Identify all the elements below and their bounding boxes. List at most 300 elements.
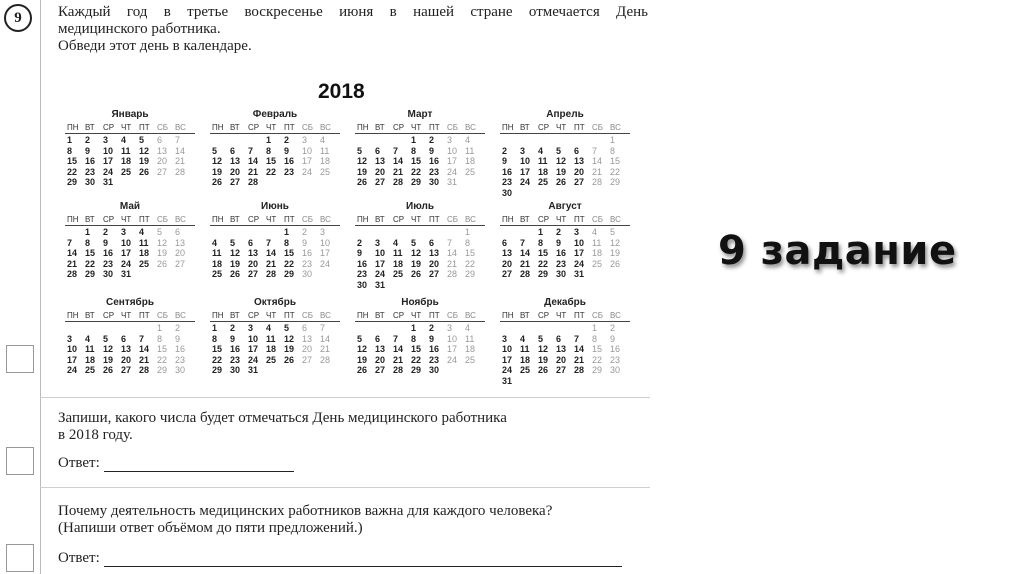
calendar-day[interactable]: 31 [121, 269, 132, 279]
calendar-day[interactable]: 30 [103, 269, 114, 279]
calendar-day[interactable]: 2 [175, 323, 181, 333]
calendar-day[interactable]: 13 [157, 145, 168, 156]
calendar-day[interactable]: 4 [538, 145, 544, 156]
calendar-day[interactable]: 11 [592, 237, 602, 248]
calendar-day[interactable]: 22 [67, 166, 78, 177]
calendar-day[interactable]: 19 [411, 258, 422, 269]
calendar-day[interactable]: 7 [592, 145, 598, 156]
calendar-day[interactable]: 27 [375, 365, 386, 375]
calendar-day[interactable]: 12 [556, 156, 567, 166]
calendar-day[interactable]: 27 [175, 258, 186, 269]
calendar-day[interactable]: 12 [610, 237, 621, 248]
calendar-day[interactable]: 20 [175, 248, 186, 258]
calendar-day[interactable]: 13 [429, 248, 440, 258]
calendar-day[interactable]: 14 [248, 156, 259, 166]
calendar-day[interactable]: 28 [266, 269, 277, 279]
calendar-day[interactable]: 9 [357, 248, 363, 258]
calendar-day[interactable]: 27 [248, 269, 259, 279]
calendar-day[interactable]: 12 [157, 237, 168, 248]
calendar-day[interactable]: 18 [212, 258, 223, 269]
calendar-day[interactable]: 16 [302, 248, 313, 258]
calendar-day[interactable]: 3 [574, 227, 580, 237]
calendar-day[interactable]: 21 [520, 258, 531, 269]
calendar-day[interactable]: 6 [302, 323, 308, 333]
calendar-day[interactable]: 14 [67, 248, 78, 258]
calendar-day[interactable]: 24 [320, 258, 331, 269]
calendar-day[interactable]: 20 [556, 354, 567, 365]
calendar-day[interactable]: 14 [520, 248, 531, 258]
calendar-day[interactable]: 21 [393, 166, 404, 177]
calendar-day[interactable]: 1 [411, 323, 417, 333]
calendar-day[interactable]: 31 [447, 177, 458, 187]
answer-input-line[interactable] [104, 456, 294, 472]
calendar-day[interactable]: 16 [230, 344, 241, 354]
calendar-day[interactable]: 8 [465, 237, 471, 248]
calendar-day[interactable]: 6 [574, 145, 580, 156]
calendar-day[interactable]: 24 [248, 354, 259, 365]
calendar-day[interactable]: 10 [320, 237, 331, 248]
calendar-day[interactable]: 29 [411, 365, 422, 375]
calendar-day[interactable]: 14 [447, 248, 458, 258]
calendar-day[interactable]: 6 [175, 227, 181, 237]
calendar-day[interactable]: 15 [411, 344, 422, 354]
calendar-day[interactable]: 19 [284, 344, 295, 354]
calendar-day[interactable]: 19 [212, 166, 223, 177]
calendar-day[interactable]: 1 [266, 135, 272, 145]
calendar-day[interactable]: 3 [67, 333, 73, 344]
calendar-day[interactable]: 3 [248, 323, 254, 333]
calendar-day[interactable]: 11 [139, 237, 149, 248]
calendar-day[interactable]: 20 [574, 166, 585, 177]
calendar-day[interactable]: 2 [230, 323, 236, 333]
calendar-day[interactable]: 21 [67, 258, 78, 269]
calendar-day[interactable]: 5 [610, 227, 616, 237]
calendar-day[interactable]: 8 [284, 237, 290, 248]
answer-input-line[interactable] [104, 551, 622, 567]
calendar-day[interactable]: 23 [85, 166, 96, 177]
calendar-day[interactable]: 13 [502, 248, 513, 258]
calendar-day[interactable]: 29 [212, 365, 223, 375]
calendar-day[interactable]: 16 [175, 344, 186, 354]
calendar-day[interactable]: 1 [538, 227, 544, 237]
calendar-day[interactable]: 1 [67, 135, 73, 145]
calendar-day[interactable]: 2 [302, 227, 308, 237]
calendar-day[interactable]: 17 [67, 354, 78, 365]
calendar-day[interactable]: 4 [592, 227, 598, 237]
calendar-day[interactable]: 6 [157, 135, 163, 145]
calendar-day[interactable]: 10 [248, 333, 259, 344]
calendar-day[interactable]: 22 [610, 166, 621, 177]
calendar-day[interactable]: 17 [520, 166, 531, 177]
calendar-day[interactable]: 31 [375, 279, 386, 290]
calendar-day[interactable]: 15 [67, 156, 78, 166]
calendar-day[interactable]: 26 [103, 365, 114, 375]
calendar-day[interactable]: 27 [556, 365, 567, 375]
calendar-day[interactable]: 13 [375, 344, 386, 354]
calendar-day[interactable]: 23 [610, 354, 621, 365]
calendar-day[interactable]: 20 [375, 354, 386, 365]
calendar-day[interactable]: 27 [157, 166, 168, 177]
calendar-day[interactable]: 13 [302, 333, 313, 344]
calendar-day[interactable]: 26 [538, 365, 549, 375]
calendar-day[interactable]: 17 [302, 156, 313, 166]
calendar-day[interactable]: 20 [157, 156, 168, 166]
calendar-day[interactable]: 29 [157, 365, 168, 375]
calendar-day[interactable]: 6 [375, 333, 381, 344]
calendar-day[interactable]: 6 [121, 333, 127, 344]
calendar-day[interactable]: 19 [610, 248, 621, 258]
calendar-day[interactable]: 14 [266, 248, 277, 258]
calendar-day[interactable]: 21 [447, 258, 458, 269]
calendar-day[interactable]: 26 [357, 365, 368, 375]
calendar-day[interactable]: 12 [357, 156, 368, 166]
calendar-day[interactable]: 5 [538, 333, 544, 344]
calendar-day[interactable]: 26 [556, 177, 567, 187]
calendar-day[interactable]: 9 [284, 145, 290, 156]
calendar-day[interactable]: 10 [502, 344, 513, 354]
calendar-day[interactable]: 22 [284, 258, 295, 269]
calendar-day[interactable]: 13 [375, 156, 386, 166]
calendar-day[interactable]: 25 [465, 354, 476, 365]
calendar-day[interactable]: 18 [320, 156, 331, 166]
calendar-day[interactable]: 8 [411, 145, 417, 156]
calendar-day[interactable]: 7 [139, 333, 145, 344]
calendar-day[interactable]: 11 [393, 248, 403, 258]
calendar-day[interactable]: 30 [502, 187, 513, 198]
calendar-day[interactable]: 23 [429, 354, 440, 365]
calendar-day[interactable]: 17 [320, 248, 331, 258]
calendar-day[interactable]: 12 [538, 344, 549, 354]
calendar-day[interactable]: 31 [502, 375, 513, 386]
calendar-day[interactable]: 15 [85, 248, 96, 258]
calendar-day[interactable]: 28 [393, 365, 404, 375]
calendar-day[interactable]: 4 [465, 323, 471, 333]
calendar-day[interactable]: 25 [393, 269, 404, 279]
calendar-day[interactable]: 22 [411, 166, 422, 177]
calendar-day[interactable]: 29 [592, 365, 603, 375]
calendar-day[interactable]: 25 [592, 258, 603, 269]
calendar-day[interactable]: 24 [121, 258, 132, 269]
calendar-day[interactable]: 9 [610, 333, 616, 344]
calendar-day[interactable]: 19 [538, 354, 549, 365]
calendar-day[interactable]: 9 [175, 333, 181, 344]
calendar-day[interactable]: 21 [592, 166, 603, 177]
calendar-day[interactable]: 19 [357, 166, 368, 177]
calendar-day[interactable]: 17 [121, 248, 132, 258]
calendar-day[interactable]: 22 [411, 354, 422, 365]
calendar-day[interactable]: 20 [230, 166, 241, 177]
calendar-day[interactable]: 18 [465, 156, 476, 166]
calendar-day[interactable]: 17 [375, 258, 386, 269]
calendar-day[interactable]: 28 [393, 177, 404, 187]
calendar-day[interactable]: 18 [85, 354, 96, 365]
calendar-day[interactable]: 4 [266, 323, 272, 333]
calendar-day[interactable]: 23 [556, 258, 567, 269]
calendar-day[interactable]: 13 [574, 156, 585, 166]
calendar-day[interactable]: 11 [465, 333, 475, 344]
calendar-day[interactable]: 8 [266, 145, 272, 156]
calendar-day[interactable]: 24 [447, 166, 458, 177]
calendar-day[interactable]: 24 [302, 166, 313, 177]
calendar-day[interactable]: 4 [393, 237, 399, 248]
calendar-day[interactable]: 8 [212, 333, 218, 344]
calendar-day[interactable]: 20 [375, 166, 386, 177]
calendar-day[interactable]: 2 [357, 237, 363, 248]
calendar-day[interactable]: 24 [375, 269, 386, 279]
calendar-day[interactable]: 7 [175, 135, 181, 145]
calendar-day[interactable]: 29 [610, 177, 621, 187]
calendar-day[interactable]: 30 [230, 365, 241, 375]
calendar-day[interactable]: 27 [230, 177, 241, 187]
calendar-day[interactable]: 20 [248, 258, 259, 269]
calendar-day[interactable]: 8 [85, 237, 91, 248]
calendar-day[interactable]: 19 [556, 166, 567, 177]
calendar-day[interactable]: 17 [574, 248, 585, 258]
calendar-day[interactable]: 25 [538, 177, 549, 187]
calendar-day[interactable]: 28 [248, 177, 259, 187]
calendar-day[interactable]: 4 [320, 135, 326, 145]
calendar-day[interactable]: 27 [502, 269, 513, 279]
calendar-day[interactable]: 1 [212, 323, 218, 333]
calendar-day[interactable]: 12 [103, 344, 114, 354]
calendar-day[interactable]: 7 [67, 237, 73, 248]
calendar-day[interactable]: 5 [212, 145, 218, 156]
calendar-day[interactable]: 14 [139, 344, 150, 354]
calendar-day[interactable]: 28 [574, 365, 585, 375]
calendar-day[interactable]: 30 [357, 279, 368, 290]
calendar-day[interactable]: 18 [520, 354, 531, 365]
calendar-day[interactable]: 28 [67, 269, 78, 279]
calendar-day[interactable]: 26 [284, 354, 295, 365]
calendar-day[interactable]: 3 [447, 323, 453, 333]
calendar-day[interactable]: 10 [67, 344, 78, 354]
answer-checkbox[interactable] [6, 544, 34, 572]
calendar-day[interactable]: 2 [429, 135, 435, 145]
calendar-day[interactable]: 18 [121, 156, 132, 166]
calendar-day[interactable]: 12 [139, 145, 150, 156]
calendar-day[interactable]: 15 [212, 344, 223, 354]
calendar-day[interactable]: 2 [502, 145, 508, 156]
calendar-day[interactable]: 10 [447, 145, 458, 156]
calendar-day[interactable]: 25 [320, 166, 331, 177]
calendar-day[interactable]: 10 [121, 237, 132, 248]
calendar-day[interactable]: 3 [502, 333, 508, 344]
calendar-day[interactable]: 4 [85, 333, 91, 344]
calendar-day[interactable]: 14 [592, 156, 603, 166]
calendar-day[interactable]: 17 [248, 344, 259, 354]
calendar-day[interactable]: 7 [266, 237, 272, 248]
calendar-day[interactable]: 23 [502, 177, 513, 187]
calendar-day[interactable]: 22 [85, 258, 96, 269]
calendar-day[interactable]: 30 [85, 177, 96, 187]
calendar-day[interactable]: 18 [538, 166, 549, 177]
calendar-day[interactable]: 20 [302, 344, 313, 354]
calendar-day[interactable]: 30 [429, 365, 440, 375]
calendar-day[interactable]: 26 [357, 177, 368, 187]
calendar-day[interactable]: 10 [520, 156, 531, 166]
calendar-day[interactable]: 30 [610, 365, 621, 375]
calendar-day[interactable]: 26 [230, 269, 241, 279]
calendar-day[interactable]: 22 [212, 354, 223, 365]
calendar-day[interactable]: 19 [103, 354, 114, 365]
calendar-day[interactable]: 3 [520, 145, 526, 156]
calendar-day[interactable]: 4 [212, 237, 218, 248]
calendar-day[interactable]: 12 [284, 333, 295, 344]
calendar-day[interactable]: 30 [556, 269, 567, 279]
calendar-day[interactable]: 27 [375, 177, 386, 187]
calendar-day[interactable]: 31 [574, 269, 585, 279]
calendar-day[interactable]: 5 [411, 237, 417, 248]
calendar-day[interactable]: 16 [429, 344, 440, 354]
calendar-day[interactable]: 7 [574, 333, 580, 344]
calendar-day[interactable]: 26 [212, 177, 223, 187]
calendar-day[interactable]: 13 [556, 344, 567, 354]
calendar-day[interactable]: 28 [447, 269, 458, 279]
calendar-day[interactable]: 26 [139, 166, 150, 177]
calendar-day[interactable]: 20 [121, 354, 132, 365]
calendar-day[interactable]: 9 [556, 237, 562, 248]
calendar-day[interactable]: 6 [502, 237, 508, 248]
calendar-day[interactable]: 5 [556, 145, 562, 156]
calendar-day[interactable]: 21 [266, 258, 277, 269]
calendar-day[interactable]: 1 [610, 135, 616, 145]
calendar-day[interactable]: 24 [103, 166, 114, 177]
calendar-day[interactable]: 21 [393, 354, 404, 365]
calendar-day[interactable]: 1 [157, 323, 163, 333]
calendar-day[interactable]: 25 [85, 365, 96, 375]
calendar-day[interactable]: 6 [556, 333, 562, 344]
calendar-day[interactable]: 3 [447, 135, 453, 145]
calendar-day[interactable]: 14 [393, 156, 404, 166]
calendar-day[interactable]: 16 [284, 156, 295, 166]
calendar-day[interactable]: 25 [212, 269, 223, 279]
calendar-day[interactable]: 15 [465, 248, 476, 258]
calendar-day[interactable]: 11 [538, 156, 548, 166]
calendar-day[interactable]: 9 [230, 333, 236, 344]
calendar-day[interactable]: 30 [175, 365, 186, 375]
answer-checkbox[interactable] [6, 447, 34, 475]
calendar-day[interactable]: 27 [121, 365, 132, 375]
calendar-day[interactable]: 31 [248, 365, 259, 375]
calendar-day[interactable]: 11 [266, 333, 276, 344]
calendar-day[interactable]: 10 [574, 237, 585, 248]
calendar-day[interactable]: 26 [610, 258, 621, 269]
calendar-day[interactable]: 16 [103, 248, 114, 258]
calendar-day[interactable]: 30 [429, 177, 440, 187]
calendar-day[interactable]: 13 [230, 156, 241, 166]
calendar-day[interactable]: 9 [85, 145, 91, 156]
calendar-day[interactable]: 16 [429, 156, 440, 166]
calendar-day[interactable]: 1 [465, 227, 471, 237]
calendar-day[interactable]: 10 [302, 145, 313, 156]
calendar-day[interactable]: 28 [320, 354, 331, 365]
calendar-day[interactable]: 25 [520, 365, 531, 375]
calendar-day[interactable]: 10 [375, 248, 386, 258]
calendar-day[interactable]: 22 [465, 258, 476, 269]
calendar-day[interactable]: 9 [429, 145, 435, 156]
calendar-day[interactable]: 11 [320, 145, 330, 156]
calendar-day[interactable]: 15 [538, 248, 549, 258]
calendar-day[interactable]: 12 [212, 156, 223, 166]
calendar-day[interactable]: 1 [284, 227, 290, 237]
calendar-day[interactable]: 16 [85, 156, 96, 166]
calendar-day[interactable]: 6 [375, 145, 381, 156]
calendar-day[interactable]: 19 [230, 258, 241, 269]
calendar-day[interactable]: 7 [320, 323, 326, 333]
calendar-day[interactable]: 2 [429, 323, 435, 333]
calendar-day[interactable]: 24 [574, 258, 585, 269]
calendar-day[interactable]: 28 [139, 365, 150, 375]
calendar-day[interactable]: 1 [411, 135, 417, 145]
calendar-day[interactable]: 8 [411, 333, 417, 344]
calendar-day[interactable]: 21 [248, 166, 259, 177]
calendar-day[interactable]: 17 [447, 156, 458, 166]
calendar-day[interactable]: 6 [429, 237, 435, 248]
calendar-day[interactable]: 3 [320, 227, 326, 237]
calendar-day[interactable]: 7 [447, 237, 453, 248]
calendar-day[interactable]: 25 [465, 166, 476, 177]
calendar-day[interactable]: 23 [175, 354, 186, 365]
calendar-day[interactable]: 23 [103, 258, 114, 269]
calendar-day[interactable]: 29 [67, 177, 78, 187]
calendar-day[interactable]: 28 [175, 166, 186, 177]
calendar-day[interactable]: 13 [248, 248, 259, 258]
calendar-day[interactable]: 6 [248, 237, 254, 248]
calendar-day[interactable]: 17 [502, 354, 513, 365]
calendar-day[interactable]: 9 [502, 156, 508, 166]
calendar-day[interactable]: 13 [121, 344, 132, 354]
calendar-day[interactable]: 5 [230, 237, 236, 248]
calendar-day[interactable]: 5 [139, 135, 145, 145]
calendar-day[interactable]: 27 [302, 354, 313, 365]
calendar-day[interactable]: 18 [465, 344, 476, 354]
calendar-day[interactable]: 25 [139, 258, 150, 269]
calendar-day[interactable]: 5 [357, 333, 363, 344]
calendar-day[interactable]: 26 [411, 269, 422, 279]
calendar-day[interactable]: 11 [85, 344, 95, 354]
calendar-day[interactable]: 26 [157, 258, 168, 269]
calendar-day[interactable]: 28 [520, 269, 531, 279]
calendar-day[interactable]: 11 [212, 248, 222, 258]
calendar-day[interactable]: 4 [520, 333, 526, 344]
calendar-day[interactable]: 8 [592, 333, 598, 344]
calendar-day[interactable]: 23 [230, 354, 241, 365]
calendar-day[interactable]: 30 [302, 269, 313, 279]
calendar-day[interactable]: 11 [465, 145, 475, 156]
calendar-day[interactable]: 12 [230, 248, 241, 258]
calendar-day[interactable]: 24 [502, 365, 513, 375]
calendar-day[interactable]: 29 [85, 269, 96, 279]
calendar-day[interactable]: 4 [121, 135, 127, 145]
calendar-day[interactable]: 15 [284, 248, 295, 258]
calendar-day[interactable]: 29 [411, 177, 422, 187]
calendar-day[interactable]: 13 [175, 237, 186, 248]
calendar-day[interactable]: 20 [502, 258, 513, 269]
calendar-day[interactable]: 3 [302, 135, 308, 145]
calendar-day[interactable]: 11 [121, 145, 131, 156]
calendar-day[interactable]: 21 [175, 156, 186, 166]
calendar-day[interactable]: 15 [266, 156, 277, 166]
calendar-day[interactable]: 16 [556, 248, 567, 258]
calendar-day[interactable]: 4 [139, 227, 145, 237]
calendar-day[interactable]: 5 [357, 145, 363, 156]
calendar-day[interactable]: 28 [592, 177, 603, 187]
calendar-day[interactable]: 23 [429, 166, 440, 177]
calendar-day[interactable]: 5 [157, 227, 163, 237]
calendar-day[interactable]: 8 [157, 333, 163, 344]
calendar-day[interactable]: 23 [357, 269, 368, 279]
calendar-day[interactable]: 16 [610, 344, 621, 354]
